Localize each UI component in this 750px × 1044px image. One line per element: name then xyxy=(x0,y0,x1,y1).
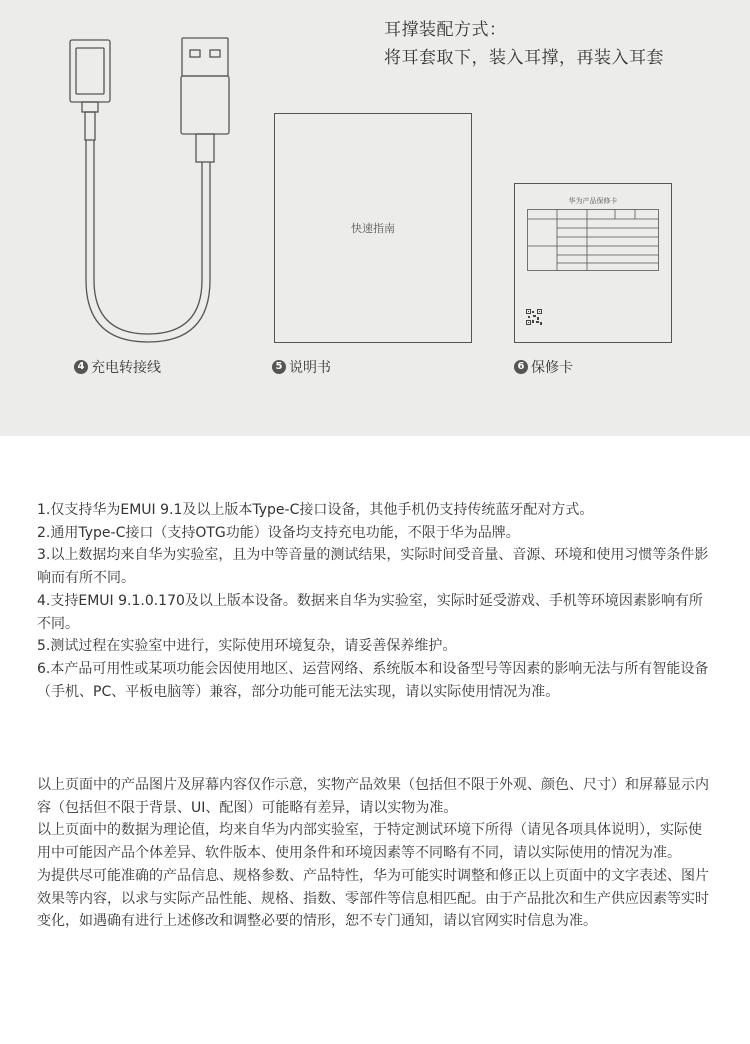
footnote: 4.支持EMUI 9.1.0.170及以上版本设备。数据来自华为实验室，实际时延受游戏、手机等环境因素影响有所不同。 xyxy=(37,592,703,632)
quick-guide-manual xyxy=(274,113,472,343)
qr-code-icon xyxy=(526,309,542,325)
item-name: 保修卡 xyxy=(531,360,573,376)
footnote: 3.以上数据均来自华为实验室，且为中等音量的测试结果，实际时间受音量、音源、环境和使用习惯等条件影响而有所不同。 xyxy=(37,547,709,587)
footnote: 1.仅支持华为EMUI 9.1及以上版本Type-C接口设备，其他手机仍支持传统蓝牙配对方式。 xyxy=(37,502,594,518)
footnote: 5.测试过程在实验室中进行，实际使用环境复杂，请妥善保养维护。 xyxy=(37,638,457,655)
item-label-warranty xyxy=(514,357,573,377)
item-name: 说明书 xyxy=(289,360,331,376)
disclaimer xyxy=(37,774,712,933)
manual-title: 快速指南 xyxy=(351,222,395,235)
ear-note-title: 耳撑装配方式： xyxy=(384,20,507,40)
disclaimer-paragraph: 以上页面中的产品图片及屏幕内容仅作示意，实物产品效果（包括但不限于外观、颜色、尺寸）和屏幕显示内容（包括但不限于背景、UI、配图）可能略有差异，请以实物为准。 xyxy=(37,777,709,816)
item-number-badge: 5 xyxy=(272,360,286,374)
warranty-card xyxy=(514,183,672,343)
ear-support-note xyxy=(384,16,664,72)
ear-note-instruction: 将耳套取下，装入耳撑，再装入耳套 xyxy=(384,48,664,68)
disclaimer-paragraph: 以上页面中的数据为理论值，均来自华为内部实验室，于特定测试环境下所得（请见各项具体说明），实际使用中可能因产品个体差异、软件版本、使用条件和环境因素等不同略有不同，请以实际使用的情况为准。 xyxy=(37,822,702,862)
item-label-cable xyxy=(74,357,161,377)
accessories-panel xyxy=(0,0,750,436)
charging-cable-illustration xyxy=(62,30,242,350)
footnotes xyxy=(37,499,712,703)
footnote: 6.本产品可用性或某项功能会因使用地区、运营网络、系统版本和设备型号等因素的影响无法与所有智能设备（手机、PC、平板电脑等）兼容，部分功能可能无法实现，请以实际使用情况为准。 xyxy=(37,660,709,700)
warranty-card-title: 华为产品保修卡 xyxy=(568,197,618,205)
footnote: 2.通用Type-C接口（支持OTG功能）设备均支持充电功能，不限于华为品牌。 xyxy=(37,524,520,541)
item-number-badge: 6 xyxy=(514,360,528,374)
item-number-badge: 4 xyxy=(74,360,88,374)
item-label-manual xyxy=(272,357,331,377)
warranty-card-table xyxy=(527,209,659,271)
disclaimer-paragraph: 为提供尽可能准确的产品信息、规格参数、产品特性，华为可能实时调整和修正以上页面中的文字表述、图片效果等内容，以求与实际产品性能、规格、指数、零部件等信息相匹配。由于产品批次和生产供应因素等实时变化，如遇确有进行上述修改和调整必要的情形，恕不专门通知，请以官网实时信息为准。 xyxy=(37,867,709,930)
item-name: 充电转接线 xyxy=(91,360,161,376)
